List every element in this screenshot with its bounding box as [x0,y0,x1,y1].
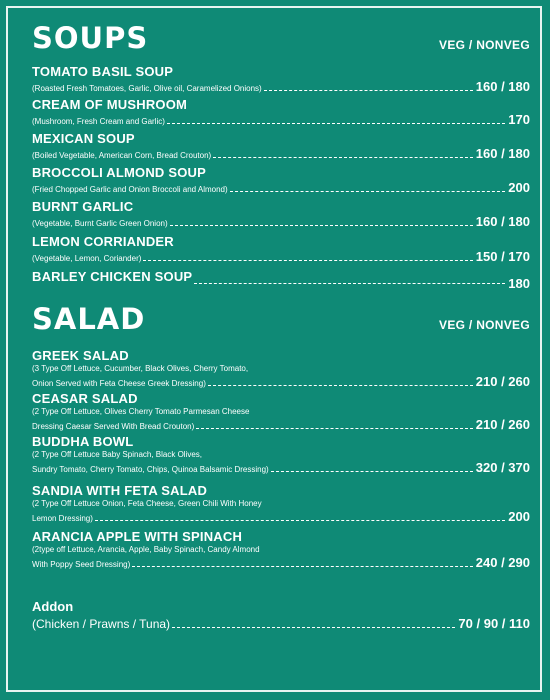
dot-leader [264,90,473,91]
item-name: LEMON CORRIANDER [32,234,174,249]
item-name: TOMATO BASIL SOUP [32,64,174,79]
item-price: 200 [508,180,530,195]
item-name: CREAM OF MUSHROOM [32,97,188,112]
item-price: 170 [508,112,530,127]
item-description: With Poppy Seed Dressing) [32,560,131,569]
addon-price: 70 / 90 / 110 [458,616,530,631]
item-description: (2type off Lettuce, Arancia, Apple, Baby Spinach, Candy Almond [32,545,260,554]
menu-item [32,131,530,161]
dot-leader [132,566,473,567]
item-description: (Vegetable, Burnt Garlic Green Onion) [32,219,168,228]
menu-item [32,348,530,389]
addon-title: Addon [32,599,74,614]
item-price: 180 [508,276,530,291]
soups-header [32,21,530,64]
item-name: BURNT GARLIC [32,199,134,214]
item-name: CEASAR SALAD [32,391,138,406]
item-name: BARLEY CHICKEN SOUP [32,269,193,284]
addon-description: (Chicken / Prawns / Tuna) [32,617,171,631]
menu-item [32,64,530,94]
item-price: 160 / 180 [475,79,530,94]
item-description: (Roasted Fresh Tomatoes, Garlic, Olive oil, Caramelized Onions) [32,84,262,93]
item-description: Lemon Dressing) [32,514,93,523]
item-description: (2 Type Off Lettuce Onion, Feta Cheese, Green Chili With Honey [32,499,262,508]
dot-leader [143,260,472,261]
section-title: SALAD [32,302,146,336]
item-price: 210 / 260 [475,417,530,432]
dot-leader [196,428,472,429]
item-description: (3 Type Off Lettuce, Cucumber, Black Olives, Cherry Tomato, [32,364,249,373]
addon-item [32,599,530,631]
item-price: 160 / 180 [475,214,530,229]
item-description: Sundry Tomato, Cherry Tomato, Chips, Quinoa Balsamic Dressing) [32,465,269,474]
item-name: BUDDHA BOWL [32,434,134,449]
item-description: (2 Type Off Lettuce, Olives Cherry Tomato Parmesan Cheese [32,407,250,416]
item-price: 320 / 370 [475,460,530,475]
item-name: MEXICAN SOUP [32,131,135,146]
dot-leader [172,627,455,628]
item-price: 240 / 290 [475,555,530,570]
section-title: SOUPS [32,21,149,55]
dot-leader [230,191,506,192]
dot-leader [167,123,505,124]
menu-item [32,483,530,524]
menu-item [32,165,530,195]
item-price: 160 / 180 [475,146,530,161]
item-description: (Fried Chopped Garlic and Onion Broccoli and Almond) [32,185,228,194]
dot-leader [170,225,473,226]
item-description: Dressing Caesar Served With Bread Crouton) [32,422,195,431]
item-description: (Mushroom, Fresh Cream and Garlic) [32,117,165,126]
item-description: Onion Served with Feta Cheese Greek Dressing) [32,379,206,388]
item-name: ARANCIA APPLE WITH SPINACH [32,529,243,544]
item-price: 150 / 170 [475,249,530,264]
menu-item [32,234,530,264]
item-price: 200 [508,509,530,524]
menu-item [32,529,530,570]
menu-item [32,269,530,291]
dot-leader [271,471,473,472]
price-columns-label: VEG / NONVEG [439,38,530,52]
dot-leader [95,520,505,521]
item-name: BROCCOLI ALMOND SOUP [32,165,206,180]
item-description: (Vegetable, Lemon, Coriander) [32,254,142,263]
item-price: 210 / 260 [475,374,530,389]
item-name: SANDIA WITH FETA SALAD [32,483,208,498]
item-description: (Boiled Vegetable, American Corn, Bread Crouton) [32,151,212,160]
dot-leader [194,283,505,284]
menu-item [32,97,530,127]
price-columns-label: VEG / NONVEG [439,318,530,332]
item-description: (2 Type Off Lettuce Baby Spinach, Black Olives, [32,450,203,459]
dot-leader [208,385,473,386]
menu-item [32,391,530,432]
salad-header [32,302,530,345]
dot-leader [213,157,473,158]
menu-item [32,199,530,229]
menu-item [32,434,530,475]
item-name: GREEK SALAD [32,348,129,363]
